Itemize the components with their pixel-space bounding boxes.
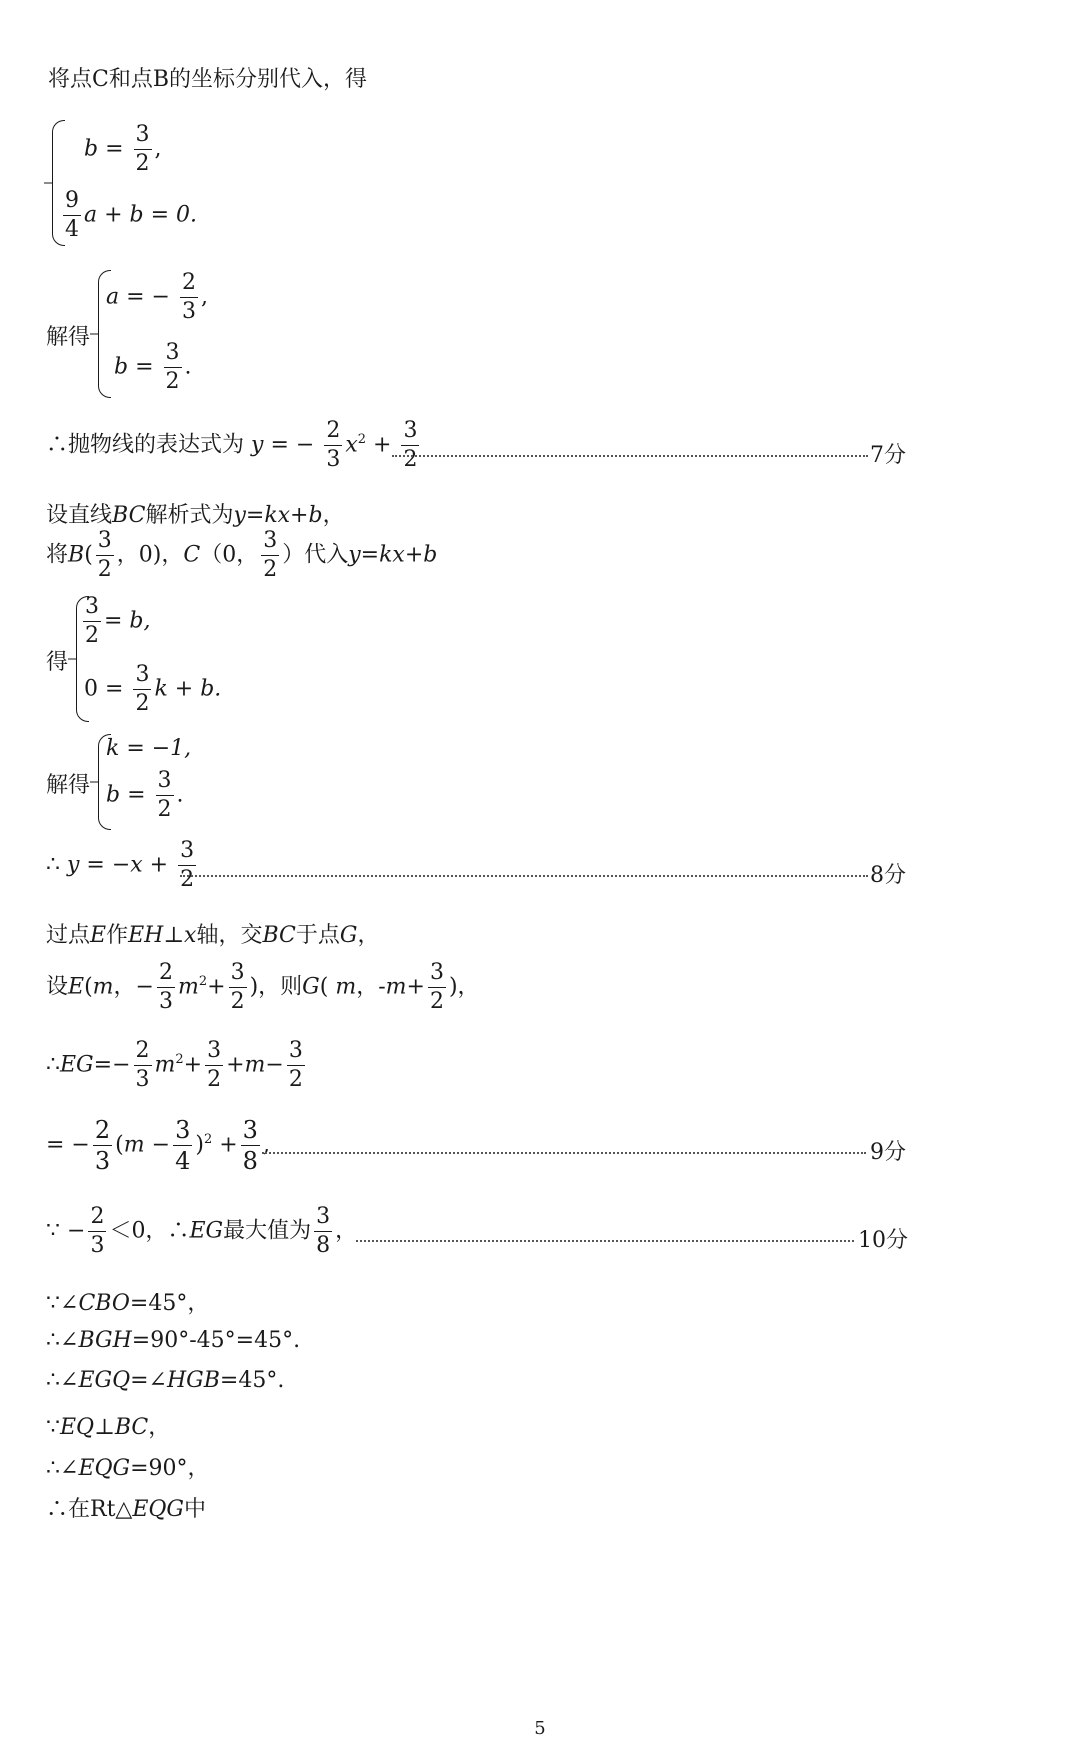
sys4-eq1: k = −1, (106, 736, 192, 761)
get-label: 得 (46, 650, 69, 675)
fraction: $\frac{3}{2}$ (403, 418, 418, 472)
solve-label-1: 解得 (46, 325, 91, 350)
parabola-line: ∴抛物线的表达式为 y = − $\frac{2}{3}$ $x^2$ + $\frac{3}{2}$ (46, 418, 418, 472)
fraction: $\frac{3}{8}$ (242, 1116, 258, 1175)
page-number: 5 (534, 1718, 546, 1739)
fraction: $\frac{3}{2}$ (230, 960, 245, 1014)
fraction: $\frac{2}{3}$ (181, 270, 196, 324)
dotted-leader (392, 455, 868, 457)
eg-line-2: = − $\frac{2}{3}$ (m − $\frac{3}{4}$ )$^2$ + $\frac{3}{8}$ , (46, 1116, 270, 1175)
sys1-eq2: $\frac{9}{4}$ a + b = 0. (65, 188, 198, 242)
fraction: $\frac{3}{2}$ (97, 528, 112, 582)
fraction: $\frac{3}{8}$ (316, 1204, 331, 1258)
fraction: $\frac{2}{3}$ (90, 1204, 105, 1258)
fraction: $\frac{3}{2}$ (165, 340, 180, 394)
substitute-line: 将B( $\frac{3}{2}$ ，0)，C（0， $\frac{3}{2}$ ）代入y=kx+b (46, 528, 438, 582)
sys3-eq1: $\frac{3}{2}$ = b, (85, 594, 151, 648)
fraction: $\frac{2}{3}$ (158, 960, 173, 1014)
intro-text: 将点C和点B的坐标分别代入，得 (48, 67, 368, 92)
angle-line-2: ∴∠BGH=90°-45°=45°. (46, 1328, 301, 1353)
fraction: $\frac{3}{2}$ (263, 528, 278, 582)
dotted-leader (262, 1152, 866, 1154)
set-e-line: 设E(m，− $\frac{2}{3}$ $m^2+$ $\frac{3}{2}$ )，则G( m，-m+ $\frac{3}{2}$ )， (46, 960, 480, 1014)
fraction: $\frac{9}{4}$ (65, 188, 79, 242)
solve-label-2: 解得 (46, 773, 91, 798)
eh-line: 过点E作EH⊥x轴，交BC于点G， (46, 923, 380, 948)
sys3-eq2: 0 = $\frac{3}{2}$ k + b. (84, 662, 222, 716)
fraction: $\frac{3}{2}$ (288, 1038, 303, 1092)
angle-line-4: ∵EQ⊥BC， (46, 1415, 171, 1440)
max-line: ∵ − $\frac{2}{3}$ ＜0，∴EG最大值为 $\frac{3}{8}$ ， (46, 1204, 358, 1258)
sys4-eq2: b = $\frac{3}{2}$ . (106, 768, 184, 822)
dotted-leader (180, 875, 868, 877)
sys2-eq2: b = $\frac{3}{2}$ . (114, 340, 192, 394)
fraction: $\frac{3}{2}$ (180, 838, 195, 892)
angle-line-1: ∵∠CBO=45°， (46, 1291, 210, 1316)
fraction: $\frac{3}{2}$ (135, 662, 150, 716)
fraction: $\frac{3}{2}$ (135, 122, 150, 176)
angle-line-6: ∴在Rt△EQG中 (46, 1497, 207, 1522)
eg-line-1: ∴EG=− $\frac{2}{3}$ $m^2+$ $\frac{3}{2}$ +m− $\frac{3}{2}$ (46, 1038, 303, 1092)
score-7: 7分 (870, 443, 906, 468)
sys2-eq1: a = − $\frac{2}{3}$ , (106, 270, 208, 324)
score-9: 9分 (870, 1140, 906, 1165)
fraction: $\frac{3}{2}$ (85, 594, 99, 648)
score-10: 10分 (858, 1228, 908, 1253)
score-8: 8分 (870, 863, 906, 888)
dotted-leader (356, 1240, 854, 1242)
angle-line-5: ∴∠EQG=90°， (46, 1456, 210, 1481)
line-result: ∴ y = −x + $\frac{3}{2}$ (46, 838, 195, 892)
line-bc-intro: 设直线BC解析式为y=kx+b， (46, 503, 345, 528)
angle-line-3: ∴∠EGQ=∠HGB=45°. (46, 1368, 285, 1393)
fraction: $\frac{3}{2}$ (429, 960, 444, 1014)
fraction: $\frac{2}{3}$ (94, 1116, 111, 1175)
intro-line (48, 62, 367, 93)
fraction: $\frac{3}{2}$ (207, 1038, 222, 1092)
fraction: $\frac{2}{3}$ (135, 1038, 150, 1092)
fraction: $\frac{2}{3}$ (326, 418, 341, 472)
fraction: $\frac{3}{2}$ (157, 768, 172, 822)
sys1-eq1: b = $\frac{3}{2}$ , (84, 122, 162, 176)
fraction: $\frac{3}{4}$ (175, 1116, 191, 1175)
